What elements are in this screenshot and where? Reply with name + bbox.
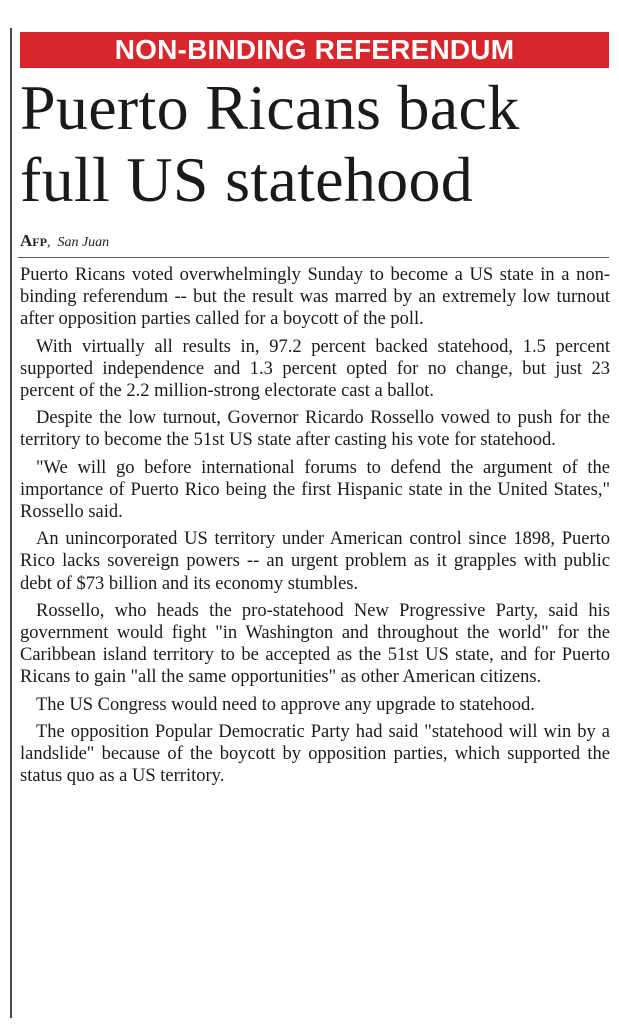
column-rule [10,28,12,1018]
kicker-banner: NON-BINDING REFERENDUM [20,32,609,68]
paragraph: With virtually all results in, 97.2 percent backed statehood, 1.5 percent supported independence and 1.3 percent opted for no change, but just 23 percent of the 2.2 million-strong electorate cast a ballot. [20,336,610,402]
paragraph: Puerto Ricans voted overwhelmingly Sunday to become a US state in a non-binding referendum -- but the result was marred by an extremely low turnout after opposition parties called for a boycott of the poll. [20,265,610,330]
article-body [20,264,610,792]
paragraph: The US Congress would need to approve any upgrade to statehood. [36,694,535,715]
paragraph: The opposition Popular Democratic Party had said "statehood will win by a landslide" because of the boycott by opposition parties, which supported the status quo as a US territory. [20,721,610,787]
paragraph: "We will go before international forums to defend the argument of the importance of Puerto Rico being the first Hispanic state in the United States," Rossello said. [20,457,610,523]
paragraph: Rossello, who heads the pro-statehood New Progressive Party, said his government would fight "in Washington and throughout the world" for the Caribbean island territory to be accepted as the 51st US state, and for Puerto Ricans to gain "all the same opportunities" as other American citizens. [20,600,610,688]
byline [20,231,109,251]
paragraph: Despite the low turnout, Governor Ricardo Rossello vowed to push for the territory to become the 51st US state after casting his vote for statehood. [20,408,610,451]
byline-separator: , [46,235,54,250]
byline-divider [18,257,609,258]
headline: Puerto Ricans back full US statehood [20,72,520,215]
byline-location: San Juan [57,235,110,250]
byline-agency: Afp [20,231,47,250]
paragraph: An unincorporated US territory under American control since 1898, Puerto Rico lacks sovereign powers -- an urgent problem as it grapples with public debt of $73 billion and its economy stumbles. [20,529,610,594]
